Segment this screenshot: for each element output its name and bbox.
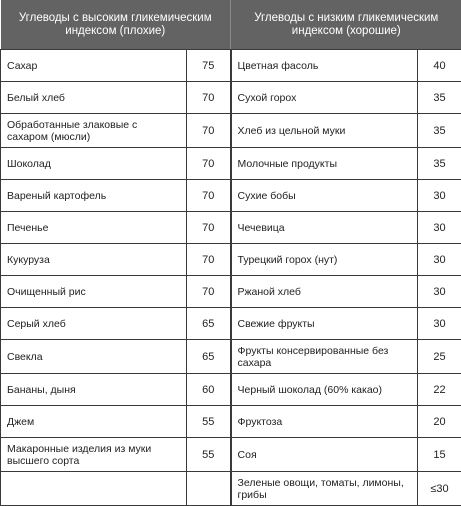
low-gi-food: Свежие фрукты bbox=[231, 308, 418, 340]
low-gi-value: 30 bbox=[418, 276, 461, 308]
low-gi-value: 22 bbox=[418, 374, 461, 406]
high-gi-food: Вареный картофель bbox=[1, 180, 187, 212]
table-row bbox=[1, 244, 461, 276]
table-header-row bbox=[1, 0, 461, 50]
high-gi-food: Очищенный рис bbox=[1, 276, 187, 308]
table-row bbox=[1, 276, 461, 308]
low-gi-food: Ржаной хлеб bbox=[231, 276, 418, 308]
table-row bbox=[1, 212, 461, 244]
high-gi-value: 70 bbox=[187, 212, 231, 244]
header-low-gi: Углеводы с низким гликемическим индексом (хорошие) bbox=[231, 0, 461, 50]
high-gi-value: 65 bbox=[187, 340, 231, 374]
high-gi-value: 70 bbox=[187, 244, 231, 276]
high-gi-value: 70 bbox=[187, 148, 231, 180]
high-gi-value: 70 bbox=[187, 114, 231, 148]
low-gi-value: 15 bbox=[418, 438, 461, 472]
high-gi-food bbox=[1, 472, 187, 506]
high-gi-value: 55 bbox=[187, 438, 231, 472]
high-gi-food: Макаронные изделия из муки высшего сорта bbox=[1, 438, 187, 472]
high-gi-food: Печенье bbox=[1, 212, 187, 244]
low-gi-food: Зеленые овощи, томаты, лимоны, грибы bbox=[231, 472, 418, 506]
low-gi-food: Сухие бобы bbox=[231, 180, 418, 212]
table-row bbox=[1, 374, 461, 406]
high-gi-food: Обработанные злаковые с сахаром (мюсли) bbox=[1, 114, 187, 148]
table-row bbox=[1, 340, 461, 374]
low-gi-food: Сухой горох bbox=[231, 82, 418, 114]
high-gi-value: 65 bbox=[187, 308, 231, 340]
high-gi-value bbox=[187, 472, 231, 506]
table-row bbox=[1, 148, 461, 180]
low-gi-food: Молочные продукты bbox=[231, 148, 418, 180]
low-gi-value: 35 bbox=[418, 148, 461, 180]
header-high-gi: Углеводы с высоким гликемическим индексом (плохие) bbox=[1, 0, 231, 50]
table-row bbox=[1, 406, 461, 438]
high-gi-food: Кукуруза bbox=[1, 244, 187, 276]
low-gi-value: 25 bbox=[418, 340, 461, 374]
high-gi-value: 70 bbox=[187, 82, 231, 114]
table-row bbox=[1, 114, 461, 148]
low-gi-value: ≤30 bbox=[418, 472, 461, 506]
high-gi-food: Шоколад bbox=[1, 148, 187, 180]
low-gi-value: 30 bbox=[418, 308, 461, 340]
table-row bbox=[1, 308, 461, 340]
high-gi-value: 70 bbox=[187, 276, 231, 308]
low-gi-food: Соя bbox=[231, 438, 418, 472]
high-gi-food: Белый хлеб bbox=[1, 82, 187, 114]
low-gi-value: 20 bbox=[418, 406, 461, 438]
low-gi-food: Цветная фасоль bbox=[231, 50, 418, 82]
high-gi-food: Серый хлеб bbox=[1, 308, 187, 340]
high-gi-food: Свекла bbox=[1, 340, 187, 374]
high-gi-value: 75 bbox=[187, 50, 231, 82]
low-gi-value: 30 bbox=[418, 180, 461, 212]
low-gi-value: 35 bbox=[418, 82, 461, 114]
low-gi-food: Турецкий горох (нут) bbox=[231, 244, 418, 276]
high-gi-food: Джем bbox=[1, 406, 187, 438]
low-gi-value: 40 bbox=[418, 50, 461, 82]
low-gi-value: 30 bbox=[418, 244, 461, 276]
table-row bbox=[1, 180, 461, 212]
high-gi-food: Бананы, дыня bbox=[1, 374, 187, 406]
table-row bbox=[1, 472, 461, 506]
low-gi-food: Черный шоколад (60% какао) bbox=[231, 374, 418, 406]
low-gi-value: 30 bbox=[418, 212, 461, 244]
high-gi-value: 70 bbox=[187, 180, 231, 212]
high-gi-food: Сахар bbox=[1, 50, 187, 82]
low-gi-value: 35 bbox=[418, 114, 461, 148]
table-row bbox=[1, 438, 461, 472]
low-gi-food: Чечевица bbox=[231, 212, 418, 244]
low-gi-food: Хлеб из цельной муки bbox=[231, 114, 418, 148]
high-gi-value: 55 bbox=[187, 406, 231, 438]
low-gi-food: Фруктоза bbox=[231, 406, 418, 438]
table-row bbox=[1, 82, 461, 114]
low-gi-food: Фрукты консервированные без сахара bbox=[231, 340, 418, 374]
high-gi-value: 60 bbox=[187, 374, 231, 406]
table-row bbox=[1, 50, 461, 82]
